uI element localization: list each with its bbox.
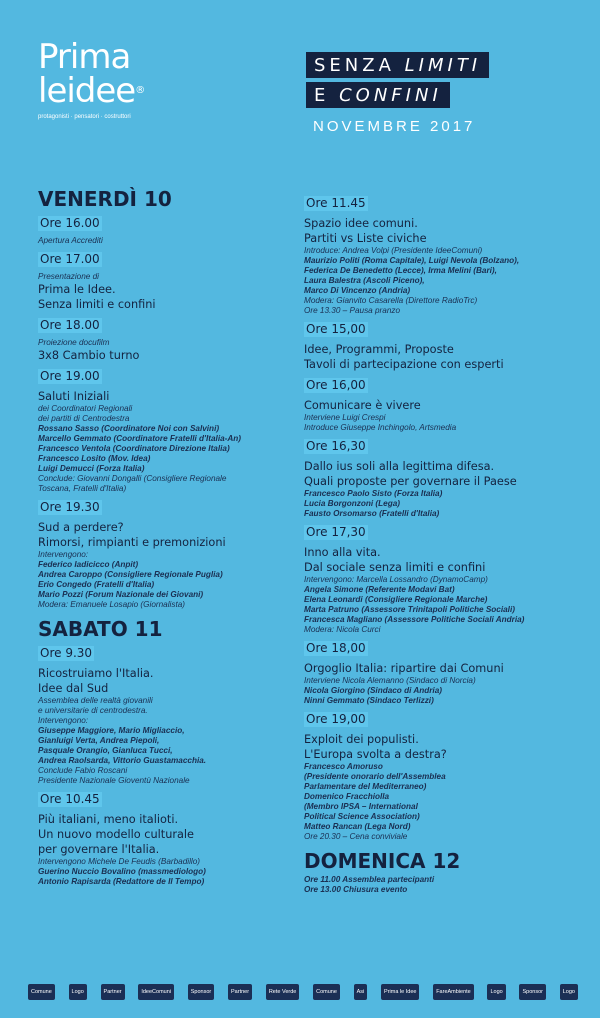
- info-line: Presidente Nazionale Gioventù Nazionale: [38, 776, 190, 785]
- info-line: Assemblea delle realtà giovanili: [38, 696, 153, 705]
- program-right-column: [304, 190, 574, 895]
- time-row: [304, 523, 574, 541]
- sponsor-logo: IdeeComuni: [138, 984, 174, 1000]
- session-title: Rimorsi, rimpianti e premonizioni: [38, 536, 226, 549]
- speaker-line: Nicola Giorgino (Sindaco di Andria): [304, 686, 442, 695]
- session-title: Comunicare è vivere: [304, 399, 421, 412]
- speaker-line: Laura Balestra (Ascoli Piceno),: [304, 276, 425, 285]
- info-line: Intervengono: Marcella Lossandro (DynamoCamp): [304, 575, 488, 584]
- sponsor-logo: Sponsor: [519, 984, 546, 1000]
- time-row: [38, 790, 300, 808]
- time-row: [38, 644, 300, 662]
- sponsor-logo: Partner: [101, 984, 125, 1000]
- speaker-line: Angela Simone (Referente Modavi Bat): [304, 585, 455, 594]
- speaker-line: Fausto Orsomarso (Fratelli d'Italia): [304, 509, 440, 518]
- session-title: Quali proposte per governare il Paese: [304, 475, 517, 488]
- time-label: Ore 17,30: [306, 525, 366, 539]
- session-title: Senza limiti e confini: [38, 298, 156, 311]
- time-label: Ore 16,00: [306, 378, 366, 392]
- session-title: Dal sociale senza limiti e confini: [304, 561, 486, 574]
- speaker-line: Francesco Ventola (Coordinatore Direzione Italia): [38, 444, 230, 453]
- session-title: Sud a perdere?: [38, 521, 124, 534]
- sponsor-logo: Rete Verde: [266, 984, 300, 1000]
- time-row: [38, 316, 300, 334]
- speaker-line: Erio Congedo (Fratelli d'Italia): [38, 580, 155, 589]
- speaker-line: Ore 11.00 Assemblea partecipanti: [304, 875, 435, 884]
- time-row: [38, 367, 300, 385]
- time-row: [304, 194, 574, 212]
- session-title: Exploit dei populisti.: [304, 733, 419, 746]
- speaker-line: Federica De Benedetto (Lecce), Irma Melini (Bari),: [304, 266, 497, 275]
- speaker-line: Elena Leonardi (Consigliere Regionale Marche): [304, 595, 488, 604]
- info-line: Proiezione docufilm: [38, 338, 110, 347]
- day-heading: DOMENICA 12: [304, 849, 461, 873]
- session-title: Ricostruiamo l'Italia.: [38, 667, 154, 680]
- speaker-line: Francesco Paolo Sisto (Forza Italia): [304, 489, 443, 498]
- info-line: Ore 20.30 – Cena conviviale: [304, 832, 408, 841]
- info-line: Introduce: Andrea Volpi (Presidente IdeeComuni): [304, 246, 483, 255]
- event-month: NOVEMBRE 2017: [313, 118, 476, 135]
- info-line: Ore 13.30 – Pausa pranzo: [304, 306, 401, 315]
- session-title: L'Europa svolta a destra?: [304, 748, 447, 761]
- speaker-line: Mario Pozzi (Forum Nazionale dei Giovani): [38, 590, 204, 599]
- time-row: [304, 710, 574, 728]
- speaker-line: Andrea Caroppo (Consigliere Regionale Puglia): [38, 570, 223, 579]
- speaker-line: Giuseppe Maggiore, Mario Migliaccio,: [38, 726, 185, 735]
- sponsor-logo: Comune: [28, 984, 55, 1000]
- time-label: Ore 19,00: [306, 712, 366, 726]
- time-row: [304, 320, 574, 338]
- speaker-line: Ore 13.00 Chiusura evento: [304, 885, 408, 894]
- speaker-line: Rossano Sasso (Coordinatore Noi con Salvini): [38, 424, 220, 433]
- sponsor-logo: Logo: [69, 984, 87, 1000]
- sponsor-logo: Prima le Idee: [381, 984, 419, 1000]
- speaker-line: Marco Di Vincenzo (Andria): [304, 286, 411, 295]
- time-label: Ore 16,30: [306, 439, 366, 453]
- time-row: [304, 437, 574, 455]
- time-row: [38, 498, 300, 516]
- speaker-line: Francesco Amoruso: [304, 762, 383, 771]
- session-title: Prima le Idee.: [38, 283, 116, 296]
- time-label: Ore 18,00: [306, 641, 366, 655]
- speaker-line: Ninni Gemmato (Sindaco Terlizzi): [304, 696, 434, 705]
- speaker-line: Francesco Losito (Mov. Idea): [38, 454, 151, 463]
- speaker-line: Francesca Magliano (Assessore Politiche Sociali Andria): [304, 615, 525, 624]
- logo-line1: Prima: [38, 37, 131, 77]
- info-line: Intervengono:: [38, 550, 89, 559]
- time-label: Ore 10.45: [40, 792, 100, 806]
- speaker-line: Lucia Borgonzoni (Lega): [304, 499, 400, 508]
- title-line-1: SENZA LIMITI: [306, 52, 489, 78]
- session-title: Idee dal Sud: [38, 682, 109, 695]
- info-line: Conclude: Giovanni Dongalli (Consigliere Regionale: [38, 474, 227, 483]
- time-row: [304, 376, 574, 394]
- time-label: Ore 19.00: [40, 369, 100, 383]
- speaker-line: (Presidente onorario dell'Assemblea: [304, 772, 446, 781]
- time-label: Ore 11.45: [306, 196, 366, 210]
- speaker-line: Marcello Gemmato (Coordinatore Fratelli d'Italia-An): [38, 434, 242, 443]
- logo-tagline: protagonisti · pensatori · costruttori: [38, 114, 131, 120]
- time-label: Ore 18.00: [40, 318, 100, 332]
- session-title: Idee, Programmi, Proposte: [304, 343, 454, 356]
- sponsor-logo: FareAmbiente: [433, 984, 474, 1000]
- sponsor-logo: Asi: [354, 984, 368, 1000]
- sponsor-logo: Comune: [313, 984, 340, 1000]
- session-title: Spazio idee comuni.: [304, 217, 418, 230]
- info-line: dei Coordinatori Regionali: [38, 404, 133, 413]
- speaker-line: Matteo Rancan (Lega Nord): [304, 822, 411, 831]
- sponsor-logo: Sponsor: [188, 984, 215, 1000]
- session-title: Partiti vs Liste civiche: [304, 232, 427, 245]
- time-label: Ore 15,00: [306, 322, 366, 336]
- info-line: Intervengono Michele De Feudis (Barbadillo): [38, 857, 201, 866]
- session-title: 3x8 Cambio turno: [38, 349, 140, 362]
- session-title: Saluti Iniziali: [38, 390, 110, 403]
- session-title: Più italiani, meno italioti.: [38, 813, 179, 826]
- sponsor-logo: Logo: [560, 984, 578, 1000]
- info-line: Introduce Giuseppe Inchingolo, Artsmedia: [304, 423, 457, 432]
- speaker-line: Political Science Association): [304, 812, 420, 821]
- info-line: Presentazione di: [38, 272, 99, 281]
- speaker-line: Gianluigi Verta, Andrea Piepoli,: [38, 736, 160, 745]
- session-title: Un nuovo modello culturale: [38, 828, 195, 841]
- sponsor-logo: Partner: [228, 984, 252, 1000]
- info-line: dei partiti di Centrodestra: [38, 414, 130, 423]
- program-left-column: [38, 188, 300, 887]
- event-title: [306, 52, 489, 112]
- title-line-2: E CONFINI: [306, 82, 450, 108]
- session-title: Inno alla vita.: [304, 546, 381, 559]
- info-line: Conclude Fabio Roscani: [38, 766, 128, 775]
- info-line: Apertura Accrediti: [38, 236, 103, 245]
- speaker-line: Andrea Raolsarda, Vittorio Guastamacchia.: [38, 756, 207, 765]
- speaker-line: Parlamentare del Mediterraneo): [304, 782, 427, 791]
- time-label: Ore 16.00: [40, 216, 100, 230]
- time-row: [304, 639, 574, 657]
- info-line: Toscana, Fratelli d'Italia): [38, 484, 127, 493]
- time-label: Ore 17.00: [40, 252, 100, 266]
- info-line: e universitarie di centrodestra.: [38, 706, 148, 715]
- session-title: Tavoli di partecipazione con esperti: [304, 358, 504, 371]
- session-title: Orgoglio Italia: ripartire dai Comuni: [304, 662, 504, 675]
- time-label: Ore 9.30: [40, 646, 93, 660]
- time-label: Ore 19.30: [40, 500, 100, 514]
- info-line: Interviene Nicola Alemanno (Sindaco di Norcia): [304, 676, 476, 685]
- session-title: Dallo ius soli alla legittima difesa.: [304, 460, 495, 473]
- speaker-line: Marta Patruno (Assessore Trinitapoli Politiche Sociali): [304, 605, 515, 614]
- speaker-line: Federico Iadicicco (Anpit): [38, 560, 139, 569]
- day-heading: VENERDÌ 10: [38, 187, 172, 211]
- speaker-line: Guerino Nuccio Bovalino (massmediologo): [38, 867, 206, 876]
- session-title: per governare l'Italia.: [38, 843, 160, 856]
- speaker-line: Antonio Rapisarda (Redattore de Il Tempo): [38, 877, 205, 886]
- time-row: [38, 250, 300, 268]
- speaker-line: Maurizio Politi (Roma Capitale), Luigi Nevola (Bolzano),: [304, 256, 520, 265]
- info-line: Modera: Nicola Curci: [304, 625, 381, 634]
- sponsor-logos: [28, 980, 578, 1004]
- event-logo: [38, 37, 158, 120]
- info-line: Interviene Luigi Crespi: [304, 413, 386, 422]
- info-line: Modera: Emanuele Losapio (Giornalista): [38, 600, 185, 609]
- day-heading: SABATO 11: [38, 617, 163, 641]
- speaker-line: Domenico Fracchiolla: [304, 792, 390, 801]
- speaker-line: Luigi Demucci (Forza Italia): [38, 464, 145, 473]
- info-line: Modera: Gianvito Casarella (Direttore RadioTrc): [304, 296, 478, 305]
- time-row: [38, 214, 300, 232]
- speaker-line: Pasquale Orangio, Gianluca Tucci,: [38, 746, 173, 755]
- speaker-line: (Membro IPSA – International: [304, 802, 418, 811]
- sponsor-logo: Logo: [487, 984, 505, 1000]
- logo-line2: leidee®: [38, 71, 145, 111]
- info-line: Intervengono:: [38, 716, 89, 725]
